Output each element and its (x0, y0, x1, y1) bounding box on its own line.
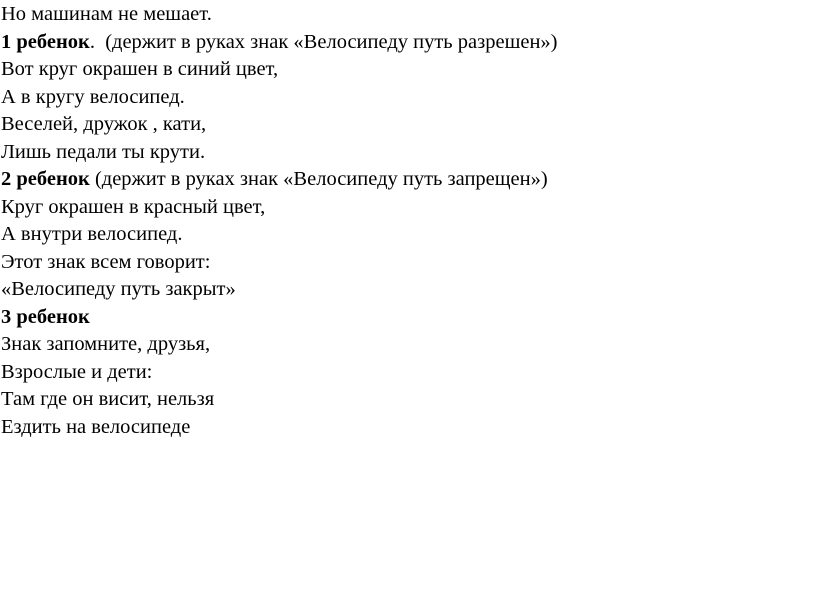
text-line: Взрослые и дети: (1, 360, 153, 383)
text-line: Лишь педали ты крути. (1, 140, 206, 163)
speaker-line (1, 166, 813, 194)
speaker-line (1, 304, 813, 332)
text-line: «Велосипеду путь закрыт» (1, 278, 236, 300)
text-line: Веселей, дружок , кати, (1, 113, 207, 135)
speaker-label: 2 ребенок (1, 168, 90, 190)
speaker-label: 1 ребенок (1, 30, 90, 53)
stage-direction: (держит в руках знак «Велосипеду путь запрещен») (89, 168, 548, 190)
text-line: Ездить на велосипеде (1, 415, 191, 438)
text-line: Этот знак всем говорит: (1, 250, 211, 273)
speaker-line (1, 29, 813, 57)
text-line: А в кругу велосипед. (1, 85, 185, 108)
document-body (1, 0, 813, 441)
text-line: Знак запомните, друзья, (1, 333, 211, 355)
stage-direction: . (держит в руках знак «Велосипеду путь разрешен») (89, 30, 558, 53)
text-line: Но машинам не мешает. (1, 3, 212, 25)
text-line: Круг окрашен в красный цвет, (1, 195, 266, 218)
text-line: Вот круг окрашен в синий цвет, (1, 58, 279, 80)
text-line: А внутри велосипед. (1, 223, 183, 245)
text-line: Там где он висит, нельзя (1, 388, 215, 410)
speaker-label: 3 ребенок (1, 305, 90, 328)
